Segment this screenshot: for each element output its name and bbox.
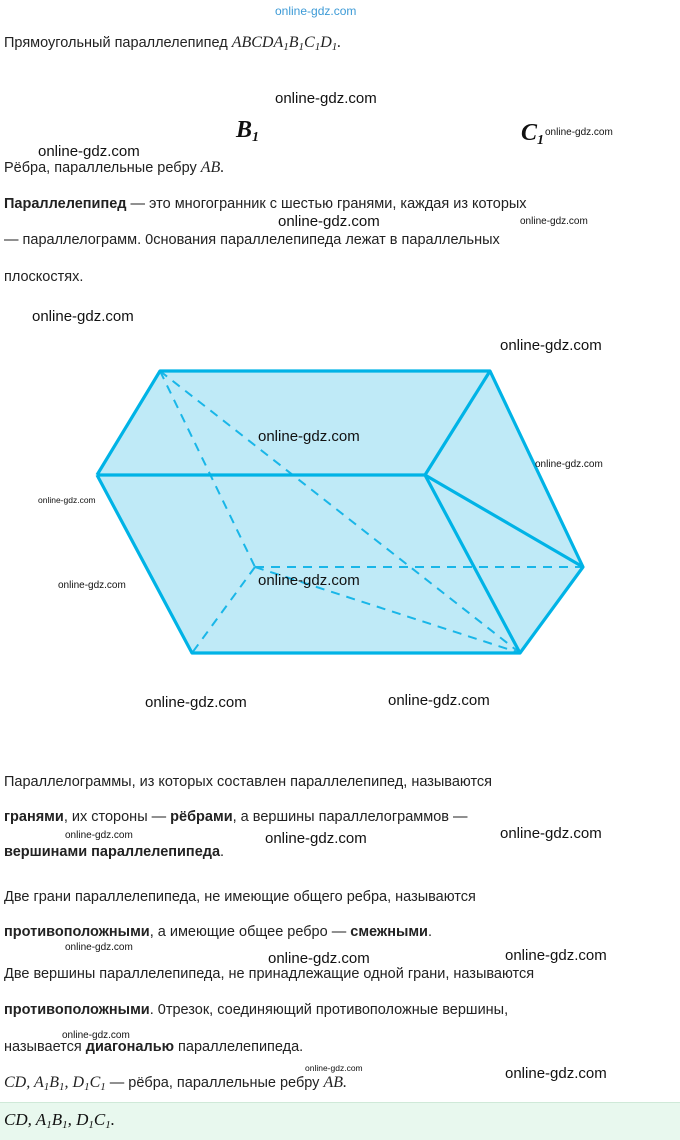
vertex-label-c1	[521, 120, 544, 149]
vertex-label-c1-letter: C	[521, 120, 538, 146]
watermark-9: online-gdz.com	[535, 459, 603, 470]
watermark-3: online-gdz.com	[545, 127, 613, 138]
term-opposite-faces: противоположными	[4, 924, 150, 940]
vertex-label-b1-sub: 1	[252, 130, 260, 145]
watermark-0: online-gdz.com	[275, 4, 357, 18]
line9-mid: , а имеющие общее ребро —	[149, 924, 351, 940]
line12-rest: параллелепипеда.	[174, 1039, 304, 1055]
line2-prefix: Рёбра, параллельные ребру	[4, 160, 201, 176]
text-line-two-vertices	[4, 965, 534, 985]
parallelepiped-figure	[0, 355, 680, 675]
text-line-edges-parallel	[4, 157, 224, 179]
line7a-mid: , их стороны —	[63, 809, 171, 825]
watermark-8: online-gdz.com	[258, 428, 360, 445]
watermark-13: online-gdz.com	[145, 694, 247, 711]
watermark-2: online-gdz.com	[38, 143, 140, 160]
line7a-rest: , а вершины параллелограммов —	[232, 809, 468, 825]
watermark-6: online-gdz.com	[32, 308, 134, 325]
line1-prefix: Прямоугольный параллелепипед	[4, 35, 232, 51]
line12-prefix: называется	[4, 1039, 86, 1055]
line6-text: Параллелограммы, из которых составлен параллелепипед, называются	[4, 774, 493, 790]
watermark-20: online-gdz.com	[505, 947, 607, 964]
text-line-faces-edges	[4, 808, 468, 828]
text-line-vertices	[4, 843, 224, 863]
watermark-10: online-gdz.com	[38, 495, 96, 505]
watermark-17: online-gdz.com	[500, 825, 602, 842]
watermark-23: online-gdz.com	[505, 1065, 607, 1082]
term-edges: рёбрами	[170, 809, 233, 825]
term-parallelepiped: Параллелепипед	[4, 196, 127, 212]
watermark-11: online-gdz.com	[58, 580, 126, 591]
line10-text: Две вершины параллелепипеда, не принадлежащие одной грани, называются	[4, 966, 535, 982]
line5-text: плоскостях.	[4, 269, 84, 285]
watermark-21: online-gdz.com	[62, 1030, 130, 1041]
term-faces: гранями	[4, 809, 64, 825]
text-line-opposite-adjacent	[4, 923, 432, 943]
watermark-22: online-gdz.com	[305, 1063, 363, 1073]
text-line-two-faces	[4, 888, 476, 908]
text-line-diagonal	[4, 1038, 303, 1058]
watermark-14: online-gdz.com	[388, 692, 490, 709]
text-line-parallelograms-compose	[4, 773, 492, 793]
watermark-19: online-gdz.com	[268, 950, 370, 967]
watermark-4: online-gdz.com	[278, 213, 380, 230]
text-line-definition-title	[4, 32, 341, 55]
watermark-12: online-gdz.com	[258, 572, 360, 589]
answer-bar	[0, 1102, 680, 1140]
line9-rest: .	[427, 924, 433, 940]
watermark-16: online-gdz.com	[265, 830, 367, 847]
text-line-parallelepiped-def	[4, 195, 527, 215]
line3-rest: — это многогранник с шестью гранями, каждая из которых	[126, 196, 527, 212]
watermark-15: online-gdz.com	[65, 830, 133, 841]
line1-math: $ABCDA_1B_1C_1D_1$.	[231, 34, 342, 53]
vertex-label-b1-letter: B	[236, 117, 253, 143]
line13-math2: AB.	[323, 1074, 347, 1091]
answer-text: CD, $A_1B_1$, $D_1C_1$.	[4, 1110, 115, 1131]
text-line-planes	[4, 268, 83, 288]
term-adjacent: смежными	[350, 924, 428, 940]
vertex-label-b1	[236, 117, 259, 146]
vertex-label-c1-sub: 1	[537, 133, 545, 148]
text-line-opposite-segment	[4, 1001, 508, 1021]
line13-math: CD, $A_1B_1$, $D_1C_1$	[4, 1074, 106, 1093]
line4-text: — параллелограмм. 0снования параллелепипеда лежат в параллельных	[4, 232, 500, 248]
term-vertices: вершинами параллелепипеда	[4, 844, 221, 860]
line7b-rest: .	[220, 844, 225, 860]
text-line-answer-edges	[4, 1072, 347, 1095]
watermark-18: online-gdz.com	[65, 942, 133, 953]
line2-math: AB.	[200, 159, 225, 176]
term-opposite-vertices: противоположными	[4, 1002, 150, 1018]
watermark-1: online-gdz.com	[275, 90, 377, 107]
parallelepiped-svg	[0, 355, 680, 675]
line8-text: Две грани параллелепипеда, не имеющие общего ребра, называются	[4, 889, 476, 905]
term-diagonal: диагональю	[85, 1039, 174, 1055]
text-line-parallelogram	[4, 231, 500, 251]
line13-rest: — рёбра, параллельные ребру	[105, 1075, 324, 1091]
line11-rest: . 0трезок, соединяющий противоположные вершины,	[149, 1002, 509, 1018]
watermark-7: online-gdz.com	[500, 337, 602, 354]
watermark-5: online-gdz.com	[520, 216, 588, 227]
